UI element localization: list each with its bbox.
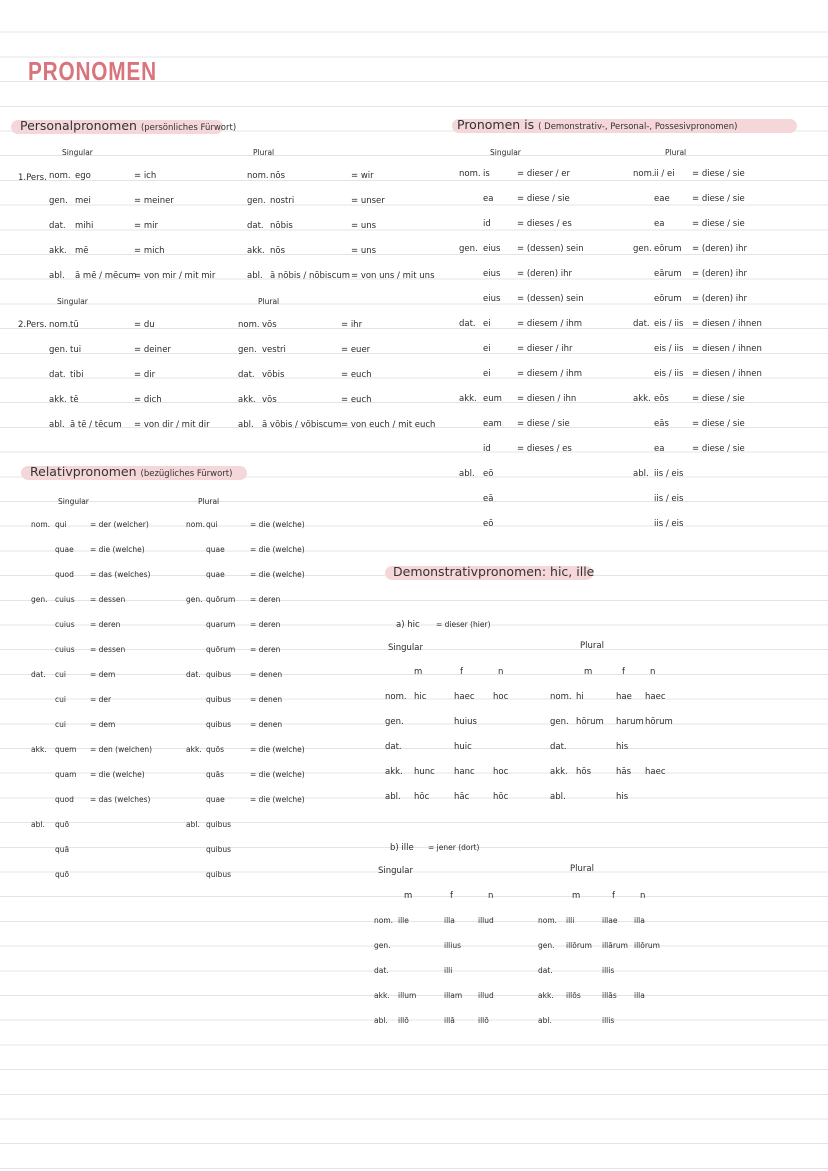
case-label: gen.	[385, 717, 404, 727]
gender-n-label: n	[640, 891, 646, 901]
latin-form: vōbis	[262, 370, 285, 380]
latin-form: iis / eis	[654, 469, 684, 479]
feminine-form: illis	[602, 1016, 615, 1025]
case-label: nom.	[538, 916, 558, 925]
german-translation: = die (welche)	[250, 570, 305, 579]
latin-form: quae	[55, 545, 74, 554]
feminine-form: haec	[454, 692, 475, 702]
case-label: gen.	[459, 244, 478, 254]
gender-f-label: f	[622, 667, 625, 677]
latin-form: ā mē / mēcum	[75, 271, 137, 281]
latin-form: ego	[75, 171, 91, 181]
case-label: dat.	[385, 742, 402, 752]
latin-form: quem	[55, 745, 77, 754]
latin-form: ii / ei	[654, 169, 675, 179]
german-translation: = deren	[250, 595, 281, 604]
german-translation: = die (welche)	[250, 795, 305, 804]
german-translation: = diesen / ihnen	[692, 319, 762, 329]
neuter-form: illud	[478, 916, 494, 925]
case-label: akk.	[538, 991, 554, 1000]
case-label: dat.	[633, 319, 650, 329]
latin-form: ei	[483, 319, 491, 329]
neuter-form: illa	[634, 991, 645, 1000]
gender-n-label: n	[488, 891, 494, 901]
feminine-form: illārum	[602, 941, 628, 950]
ille-plural-label: Plural	[570, 864, 594, 874]
case-label: nom.	[186, 520, 206, 529]
german-translation: = diese / sie	[692, 419, 745, 429]
case-label: akk.	[49, 395, 67, 405]
masculine-form: illōrum	[566, 941, 592, 950]
latin-form: eam	[483, 419, 502, 429]
neuter-form: illud	[478, 991, 494, 1000]
case-label: dat.	[538, 966, 553, 975]
german-translation: = ihr	[341, 320, 363, 330]
german-translation: = dieser / ihr	[517, 344, 573, 354]
case-label: abl.	[49, 420, 65, 430]
case-label: nom.	[31, 520, 51, 529]
german-translation: = euer	[341, 345, 371, 355]
latin-form: quae	[206, 545, 225, 554]
latin-form: vōs	[262, 320, 277, 330]
german-translation: = dieses / es	[517, 219, 572, 229]
german-translation: = diese / sie	[692, 444, 745, 454]
neuter-form: hōrum	[645, 717, 673, 727]
latin-form: cui	[55, 720, 66, 729]
german-translation: = der (welcher)	[90, 520, 149, 529]
neuter-form: illōrum	[634, 941, 660, 950]
german-translation: = deren	[90, 620, 121, 629]
masculine-form: hōs	[576, 767, 592, 777]
feminine-form: hanc	[454, 767, 475, 777]
latin-form: eārum	[654, 269, 682, 279]
person-1-label: 1.Pers.	[18, 173, 47, 183]
case-label: abl.	[459, 469, 475, 479]
personal-plural-label-2: Plural	[258, 297, 280, 306]
latin-form: eae	[654, 194, 670, 204]
german-translation: = deren	[250, 645, 281, 654]
case-label: akk.	[31, 745, 47, 754]
latin-form: ā tē / tēcum	[70, 420, 122, 430]
feminine-form: his	[616, 742, 629, 752]
german-translation: = von euch / mit euch	[341, 420, 436, 430]
hic-plural-label: Plural	[580, 641, 604, 651]
german-translation: = die (welche)	[250, 770, 305, 779]
feminine-form: hāc	[454, 792, 470, 802]
german-translation: = das (welches)	[90, 570, 151, 579]
masculine-form: hi	[576, 692, 584, 702]
latin-form: tui	[70, 345, 82, 355]
feminine-form: illa	[444, 916, 455, 925]
german-translation: = diese / sie	[692, 219, 745, 229]
latin-form: ea	[483, 194, 494, 204]
latin-form: eis / iis	[654, 369, 684, 379]
german-translation: = von dir / mit dir	[134, 420, 210, 430]
german-translation: = diesen / ihn	[517, 394, 577, 404]
gender-n-label: n	[650, 667, 656, 677]
german-translation: = unser	[351, 196, 385, 206]
feminine-form: illam	[444, 991, 463, 1000]
latin-form: eō	[483, 519, 494, 529]
latin-form: nostri	[270, 196, 295, 206]
case-label: gen.	[633, 244, 652, 254]
german-translation: = dessen	[90, 595, 126, 604]
german-translation: = diese / sie	[517, 194, 570, 204]
latin-form: nōs	[270, 171, 286, 181]
case-label: dat.	[186, 670, 201, 679]
latin-form: mihi	[75, 221, 94, 231]
latin-form: ā nōbis / nōbiscum	[270, 271, 351, 281]
latin-form: cuius	[55, 620, 75, 629]
german-translation: = uns	[351, 221, 377, 231]
german-translation: = die (welche)	[90, 545, 145, 554]
neuter-form: hoc	[493, 767, 509, 777]
neuter-form: illa	[634, 916, 645, 925]
german-translation: = euch	[341, 370, 372, 380]
latin-form: nōs	[270, 246, 286, 256]
neuter-form: illō	[478, 1016, 489, 1025]
latin-form: ei	[483, 369, 491, 379]
latin-form: mē	[75, 246, 89, 256]
case-label: nom.	[49, 320, 71, 330]
german-translation: = der	[90, 695, 112, 704]
case-label: nom.	[550, 692, 572, 702]
case-label: nom.	[633, 169, 655, 179]
german-translation: = mich	[134, 246, 165, 256]
latin-form: tē	[70, 395, 79, 405]
feminine-form: harum	[616, 717, 644, 727]
case-label: akk.	[238, 395, 256, 405]
german-translation: = meiner	[134, 196, 174, 206]
masculine-form: hōc	[414, 792, 430, 802]
latin-form: vōs	[262, 395, 277, 405]
is-plural-label: Plural	[665, 148, 687, 157]
case-label: dat.	[550, 742, 567, 752]
german-translation: = (deren) ihr	[692, 294, 747, 304]
german-translation: = (deren) ihr	[517, 269, 572, 279]
german-translation: = diese / sie	[692, 194, 745, 204]
case-label: dat.	[247, 221, 264, 231]
is-heading-title: Pronomen is	[457, 117, 535, 132]
latin-form: quae	[206, 795, 225, 804]
case-label: akk.	[247, 246, 265, 256]
german-translation: = dir	[134, 370, 156, 380]
case-label: gen.	[247, 196, 266, 206]
latin-form: nōbis	[270, 221, 293, 231]
german-translation: = von mir / mit mir	[134, 271, 216, 281]
feminine-form: illā	[444, 1016, 455, 1025]
german-translation: = (dessen) sein	[517, 294, 584, 304]
gender-m-label: m	[572, 891, 581, 901]
latin-form: quā	[55, 845, 70, 854]
masculine-form: hōrum	[576, 717, 604, 727]
case-label: abl.	[538, 1016, 552, 1025]
masculine-form: ille	[398, 916, 409, 925]
neuter-form: haec	[645, 692, 666, 702]
case-label: gen.	[186, 595, 203, 604]
latin-form: eius	[483, 269, 501, 279]
masculine-form: illum	[398, 991, 417, 1000]
person-2-label: 2.Pers.	[18, 320, 47, 330]
feminine-form: illius	[444, 941, 461, 950]
is-heading	[457, 117, 737, 132]
is-singular-label: Singular	[490, 148, 521, 157]
hic-subheading: a) hic	[396, 620, 420, 630]
latin-form: quās	[206, 770, 225, 779]
feminine-form: illās	[602, 991, 617, 1000]
german-translation: = diese / sie	[692, 394, 745, 404]
gender-m-label: m	[414, 667, 423, 677]
german-translation: = deren	[250, 620, 281, 629]
latin-form: is	[483, 169, 490, 179]
case-label: gen.	[374, 941, 391, 950]
german-translation: = von uns / mit uns	[351, 271, 435, 281]
case-label: dat.	[49, 221, 66, 231]
german-translation: = wir	[351, 171, 374, 181]
latin-form: vestri	[262, 345, 286, 355]
latin-form: quam	[55, 770, 77, 779]
feminine-form: huic	[454, 742, 472, 752]
latin-form: eōs	[654, 394, 669, 404]
case-label: abl.	[374, 1016, 388, 1025]
neuter-form: hoc	[493, 692, 509, 702]
personal-singular-label: Singular	[62, 148, 93, 157]
latin-form: qui	[55, 520, 67, 529]
german-translation: = diese / sie	[692, 169, 745, 179]
case-label: dat.	[374, 966, 389, 975]
german-translation: = die (welche)	[250, 745, 305, 754]
german-translation: = dem	[90, 670, 116, 679]
latin-form: quō	[55, 870, 70, 879]
latin-form: quod	[55, 570, 74, 579]
case-label: gen.	[550, 717, 569, 727]
german-translation: = (deren) ihr	[692, 269, 747, 279]
latin-form: eum	[483, 394, 502, 404]
latin-form: quōrum	[206, 645, 236, 654]
case-label: abl.	[633, 469, 649, 479]
case-label: akk.	[633, 394, 651, 404]
german-translation: = diesem / ihm	[517, 369, 583, 379]
ille-singular-label: Singular	[378, 866, 413, 876]
latin-form: ea	[654, 444, 665, 454]
latin-form: quibus	[206, 670, 232, 679]
latin-form: quibus	[206, 870, 232, 879]
latin-form: quō	[55, 820, 70, 829]
latin-form: tibi	[70, 370, 84, 380]
masculine-form: hunc	[414, 767, 435, 777]
personal-plural-label: Plural	[253, 148, 275, 157]
german-translation: = diesem / ihm	[517, 319, 583, 329]
case-label: dat.	[459, 319, 476, 329]
latin-form: quae	[206, 570, 225, 579]
latin-form: iis / eis	[654, 494, 684, 504]
case-label: akk.	[550, 767, 568, 777]
ille-subheading: b) ille	[390, 843, 414, 853]
latin-form: cui	[55, 670, 66, 679]
case-label: nom.	[238, 320, 260, 330]
masculine-form: hic	[414, 692, 427, 702]
german-translation: = dich	[134, 395, 162, 405]
latin-form: quod	[55, 795, 74, 804]
relativ-heading-title: Relativpronomen	[30, 464, 137, 479]
feminine-form: huius	[454, 717, 477, 727]
latin-form: eis / iis	[654, 344, 684, 354]
hic-meaning: = dieser (hier)	[436, 620, 491, 629]
case-label: abl.	[550, 792, 566, 802]
gender-n-label: n	[498, 667, 504, 677]
latin-form: tū	[70, 320, 79, 330]
latin-form: eōrum	[654, 244, 682, 254]
german-translation: = euch	[341, 395, 372, 405]
case-label: abl.	[31, 820, 45, 829]
relativ-plural-label: Plural	[198, 497, 220, 506]
latin-form: cuius	[55, 645, 75, 654]
latin-form: ā vōbis / vōbiscum	[262, 420, 342, 430]
latin-form: eās	[654, 419, 669, 429]
gender-m-label: m	[584, 667, 593, 677]
latin-form: quōrum	[206, 595, 236, 604]
feminine-form: illi	[444, 966, 453, 975]
latin-form: cui	[55, 695, 66, 704]
latin-form: eis / iis	[654, 319, 684, 329]
case-label: abl.	[385, 792, 401, 802]
gender-f-label: f	[460, 667, 463, 677]
case-label: akk.	[385, 767, 403, 777]
masculine-form: illi	[566, 916, 575, 925]
case-label: nom.	[247, 171, 269, 181]
case-label: dat.	[31, 670, 46, 679]
german-translation: = diese / sie	[517, 419, 570, 429]
latin-form: mei	[75, 196, 91, 206]
personal-heading-title: Personalpronomen	[20, 118, 137, 133]
is-heading-sub: ( Demonstrativ-, Personal-, Possesivpronomen)	[538, 122, 738, 132]
latin-form: eius	[483, 244, 501, 254]
german-translation: = du	[134, 320, 155, 330]
case-label: nom.	[385, 692, 407, 702]
neuter-form: hōc	[493, 792, 509, 802]
german-translation: = uns	[351, 246, 377, 256]
case-label: akk.	[49, 246, 67, 256]
case-label: gen.	[31, 595, 48, 604]
case-label: abl.	[186, 820, 200, 829]
german-translation: = den (welchen)	[90, 745, 153, 754]
latin-form: eius	[483, 294, 501, 304]
latin-form: eā	[483, 494, 494, 504]
german-translation: = dem	[90, 720, 116, 729]
gender-f-label: f	[450, 891, 453, 901]
case-label: nom.	[49, 171, 71, 181]
relativ-singular-label: Singular	[58, 497, 89, 506]
feminine-form: hae	[616, 692, 632, 702]
case-label: gen.	[49, 196, 68, 206]
case-label: akk.	[374, 991, 390, 1000]
latin-form: ei	[483, 344, 491, 354]
latin-form: quibus	[206, 720, 232, 729]
latin-form: id	[483, 219, 491, 229]
german-translation: = diesen / ihnen	[692, 369, 762, 379]
german-translation: = denen	[250, 670, 283, 679]
german-translation: = ich	[134, 171, 157, 181]
latin-form: quibus	[206, 845, 232, 854]
latin-form: quōs	[206, 745, 225, 754]
relativ-heading-sub: (bezügliches Fürwort)	[140, 469, 233, 479]
latin-form: quarum	[206, 620, 236, 629]
case-label: abl.	[238, 420, 254, 430]
page-title: PRONOMEN	[28, 56, 157, 86]
masculine-form: illōs	[566, 991, 581, 1000]
case-label: nom.	[459, 169, 481, 179]
latin-form: ea	[654, 219, 665, 229]
german-translation: = dieser / er	[517, 169, 570, 179]
latin-form: id	[483, 444, 491, 454]
feminine-form: hās	[616, 767, 632, 777]
neuter-form: haec	[645, 767, 666, 777]
german-translation: = (dessen) sein	[517, 244, 584, 254]
german-translation: = die (welche)	[90, 770, 145, 779]
latin-form: cuius	[55, 595, 75, 604]
case-label: akk.	[186, 745, 202, 754]
demo-heading: Demonstrativpronomen: hic, ille	[393, 564, 595, 579]
relativ-heading	[30, 464, 232, 479]
german-translation: = denen	[250, 695, 283, 704]
german-translation: = deiner	[134, 345, 171, 355]
feminine-form: illae	[602, 916, 618, 925]
case-label: gen.	[238, 345, 257, 355]
masculine-form: illō	[398, 1016, 409, 1025]
case-label: dat.	[49, 370, 66, 380]
hic-singular-label: Singular	[388, 643, 423, 653]
latin-form: quibus	[206, 820, 232, 829]
case-label: gen.	[538, 941, 555, 950]
feminine-form: his	[616, 792, 629, 802]
personal-heading-sub: (persönliches Fürwort)	[140, 123, 237, 133]
case-label: abl.	[247, 271, 263, 281]
german-translation: = denen	[250, 720, 283, 729]
case-label: abl.	[49, 271, 65, 281]
feminine-form: illis	[602, 966, 615, 975]
personal-heading	[20, 118, 236, 133]
german-translation: = dessen	[90, 645, 126, 654]
case-label: gen.	[49, 345, 68, 355]
german-translation: = dieses / es	[517, 444, 572, 454]
case-label: nom.	[374, 916, 394, 925]
german-translation: = diesen / ihnen	[692, 344, 762, 354]
latin-form: eō	[483, 469, 494, 479]
german-translation: = die (welche)	[250, 520, 305, 529]
ille-meaning: = jener (dort)	[428, 843, 480, 852]
latin-form: eōrum	[654, 294, 682, 304]
german-translation: = die (welche)	[250, 545, 305, 554]
gender-f-label: f	[612, 891, 615, 901]
personal-singular-label-2: Singular	[57, 297, 88, 306]
gender-m-label: m	[404, 891, 413, 901]
german-translation: = mir	[134, 221, 158, 231]
latin-form: quibus	[206, 695, 232, 704]
case-label: dat.	[238, 370, 255, 380]
case-label: akk.	[459, 394, 477, 404]
german-translation: = das (welches)	[90, 795, 151, 804]
latin-form: qui	[206, 520, 218, 529]
latin-form: iis / eis	[654, 519, 684, 529]
german-translation: = (deren) ihr	[692, 244, 747, 254]
